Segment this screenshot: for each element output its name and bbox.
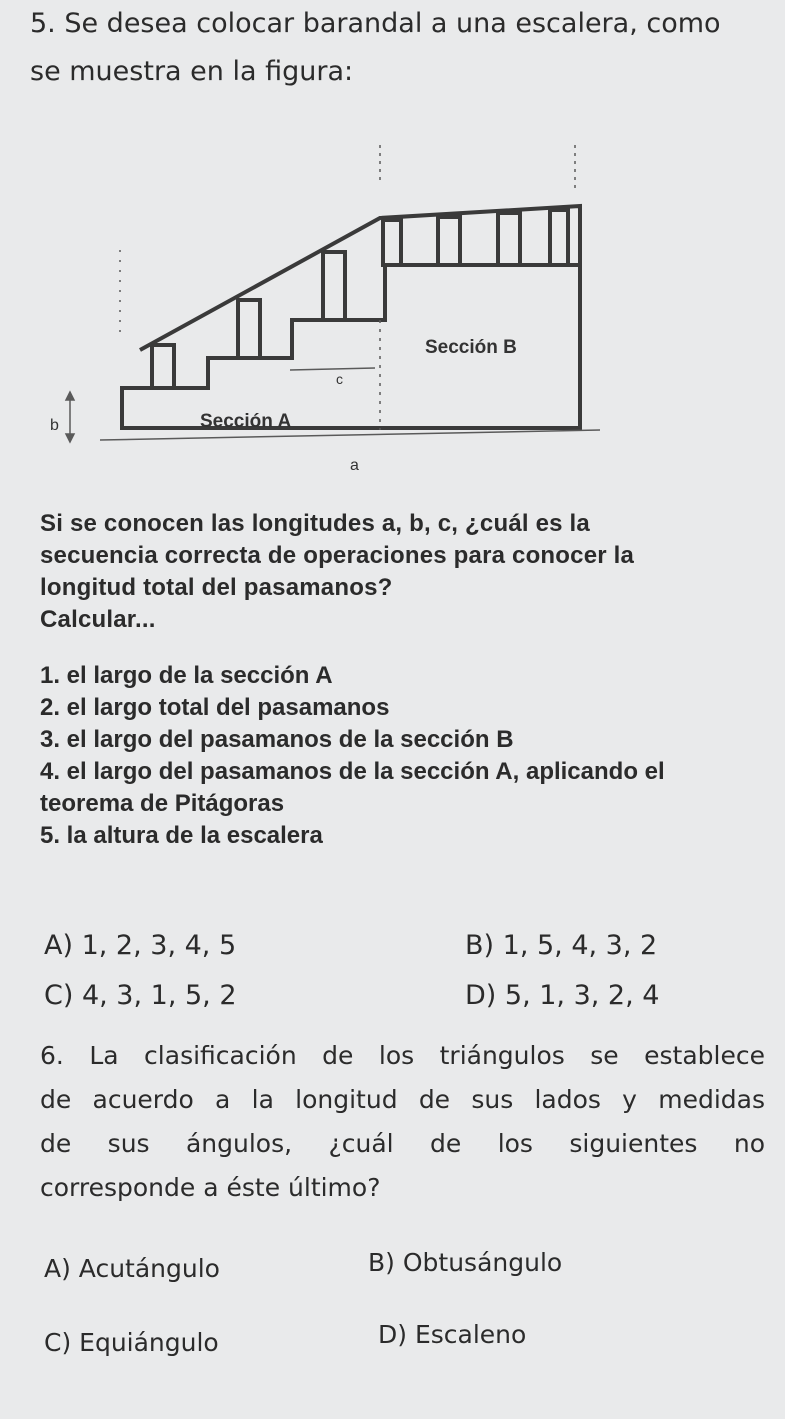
label-b: b: [50, 417, 59, 434]
step-5: 5. la altura de la escalera: [40, 822, 323, 849]
step-4-continued: teorema de Pitágoras: [40, 790, 285, 817]
question-6-line-4: corresponde a éste último?: [40, 1173, 381, 1202]
step-2: 2. el largo total del pasamanos: [40, 694, 390, 721]
question-5-prompt-line-4: Calcular...: [40, 606, 156, 633]
question-5-prompt: [40, 508, 775, 636]
question-5-prompt-line-3: longitud total del pasamanos?: [40, 574, 393, 601]
staircase-figure: [40, 140, 620, 490]
baluster-2: [238, 300, 260, 358]
label-a: a: [350, 457, 359, 474]
step-3: 3. el largo del pasamanos de la sección B: [40, 726, 514, 753]
step-1: 1. el largo de la sección A: [40, 662, 333, 689]
baluster-4: [383, 220, 401, 265]
question-6-text: [40, 1034, 765, 1210]
label-section-b: Sección B: [425, 337, 517, 358]
question-6-line-3: de sus ángulos, ¿cuál de los siguientes no: [40, 1129, 765, 1158]
question-5-steps: [40, 660, 775, 852]
baluster-7: [550, 210, 568, 265]
question-6-line-1: 6. La clasificación de los triángulos se establece: [40, 1041, 765, 1070]
question-5-header: [30, 0, 770, 96]
handrail: [140, 206, 580, 350]
baluster-1: [152, 345, 174, 388]
question-6-option-d[interactable]: D) Escaleno: [378, 1320, 527, 1349]
dimension-b-arrow-bottom: [66, 434, 74, 442]
question-6-option-c[interactable]: C) Equiángulo: [44, 1328, 219, 1357]
label-section-a: Sección A: [200, 411, 292, 432]
question-6-line-2: de acuerdo a la longitud de sus lados y medidas: [40, 1085, 765, 1114]
baluster-5: [438, 217, 460, 265]
question-6-option-b[interactable]: B) Obtusángulo: [368, 1248, 563, 1277]
dimension-b-arrow-top: [66, 392, 74, 400]
question-5-option-b[interactable]: B) 1, 5, 4, 3, 2: [465, 930, 658, 961]
baluster-3: [323, 252, 345, 320]
question-6-option-a[interactable]: A) Acutángulo: [44, 1254, 220, 1283]
question-5-prompt-line-2: secuencia correcta de operaciones para conocer la: [40, 542, 635, 569]
question-5-option-d[interactable]: D) 5, 1, 3, 2, 4: [465, 980, 660, 1011]
question-5-prompt-line-1: Si se conocen las longitudes a, b, c, ¿cuál es la: [40, 510, 590, 537]
question-5-option-c[interactable]: C) 4, 3, 1, 5, 2: [44, 980, 237, 1011]
dimension-a-line: [100, 430, 600, 440]
label-c: c: [336, 371, 343, 387]
step-4: 4. el largo del pasamanos de la sección A, aplicando el: [40, 758, 665, 785]
baluster-6: [498, 213, 520, 265]
question-5-header-line-2: se muestra en la figura:: [30, 56, 354, 87]
dimension-c-line: [290, 368, 375, 370]
question-5-header-line-1: 5. Se desea colocar barandal a una escalera, como: [30, 8, 721, 39]
question-5-option-a[interactable]: A) 1, 2, 3, 4, 5: [44, 930, 237, 961]
